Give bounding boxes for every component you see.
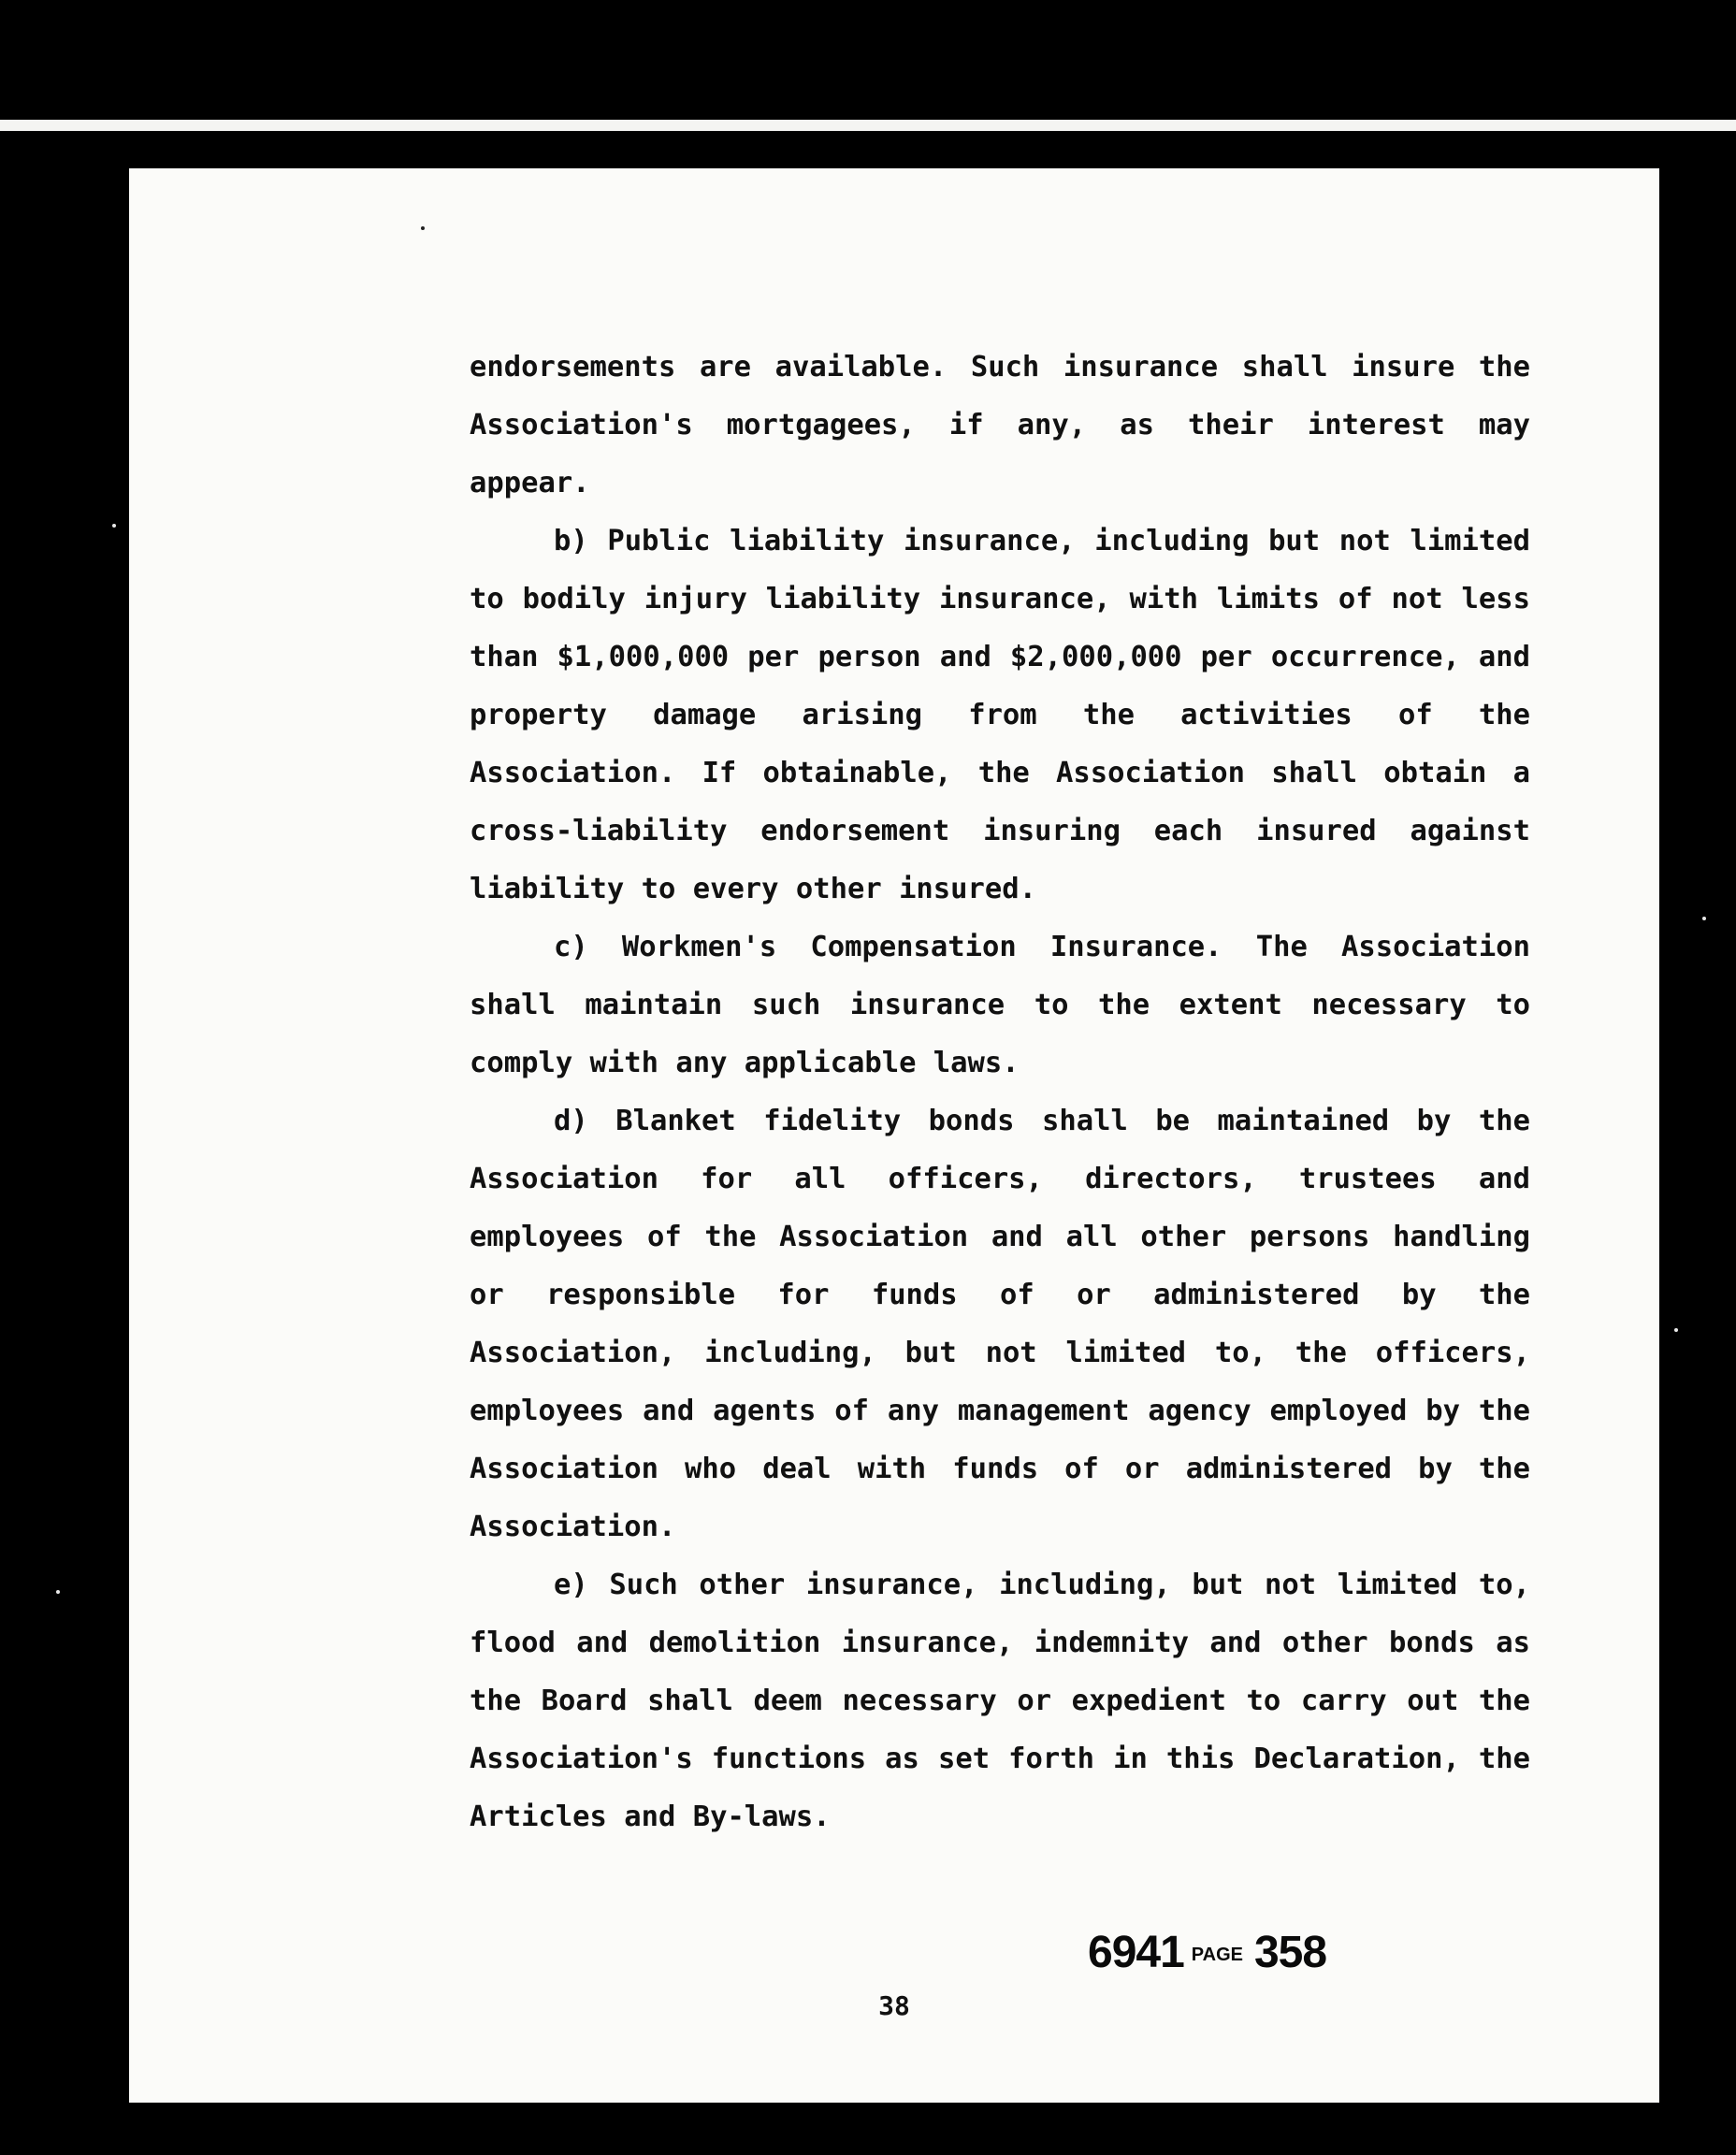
scan-speck xyxy=(1674,1328,1678,1332)
recording-page-label: PAGE xyxy=(1191,1944,1243,1965)
paragraph-fidelity-bonds: d) Blanket fidelity bonds shall be maintained by the Association for all officers, directors, trustees and employees of the Association and all other persons handling or responsible for funds of or administered by the Association, including, but not limited to, the officers, employees and agents of any management agency employed by the Association who deal with funds of or administered by the Association. xyxy=(470,1105,1530,1543)
scan-speck xyxy=(112,524,116,528)
recording-book-number: 6941 xyxy=(1088,1928,1184,1977)
document-body xyxy=(470,339,1530,1846)
scan-speck xyxy=(56,1590,60,1594)
document-page xyxy=(129,168,1659,2103)
page-number: 38 xyxy=(878,1990,910,2021)
paragraph-public-liability: b) Public liability insurance, including but not limited to bodily injury liability insurance, with limits of not less than $1,000,000 per person and $2,000,000 per occurrence, and property damage arising from the activities of the Association. If obtainable, the Association shall obtain a cross-liability endorsement insuring each insured against liability to every other insured. xyxy=(470,525,1530,905)
scan-top-rule xyxy=(0,120,1736,131)
paragraph-workmens-compensation: c) Workmen's Compensation Insurance. The Association shall maintain such insurance to the extent necessary to comply with any applicable laws. xyxy=(470,931,1530,1079)
scan-speck xyxy=(421,226,425,230)
recording-stamp xyxy=(1088,1927,1326,1978)
paragraph-insurance-continuation: endorsements are available. Such insurance shall insure the Association's mortgagees, if any, as their interest may appear. xyxy=(470,351,1530,499)
paragraph-other-insurance: e) Such other insurance, including, but not limited to, flood and demolition insurance, indemnity and other bonds as the Board shall deem necessary or expedient to carry out the Association's functions as set forth in this Declaration, the Articles and By-laws. xyxy=(470,1569,1530,1833)
scan-speck xyxy=(1702,917,1706,920)
recording-page-number: 358 xyxy=(1253,1928,1327,1977)
